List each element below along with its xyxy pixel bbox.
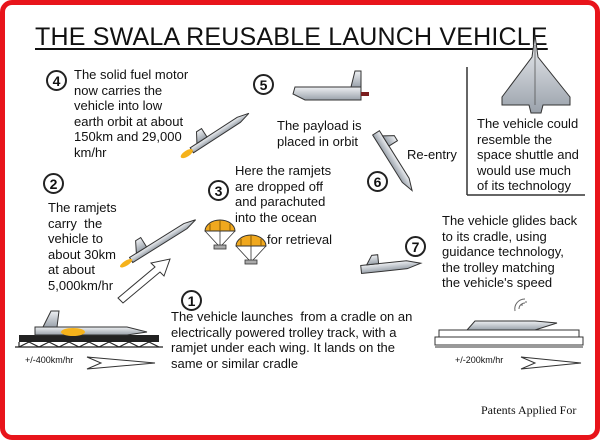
parachute-icon <box>205 220 235 249</box>
launch-speed-label: +/-400km/hr <box>25 355 74 365</box>
step-number-3: 3 <box>208 180 229 201</box>
patent-note: Patents Applied For <box>481 403 577 417</box>
vehicle-orbit-icon <box>293 71 369 100</box>
step-4-text: The solid fuel motor now carries the vehicle into low earth orbit at about 150km and 29,000 km/hr <box>74 67 189 160</box>
retrieval-note: for retrieval <box>267 232 333 247</box>
launch-vehicle-icon <box>35 311 147 336</box>
step-6-text: Re-entry <box>407 147 457 162</box>
shuttle-note: The vehicle could resemble the space shuttle and would use much of its technology <box>477 116 579 193</box>
parachute-icon <box>236 235 266 264</box>
step-number-7: 7 <box>405 236 426 257</box>
landing-vehicle-icon <box>467 299 557 330</box>
launch-speed-arrow <box>87 357 155 369</box>
launch-track-truss <box>15 342 163 347</box>
step-number-2: 2 <box>43 173 64 194</box>
step-7-text: The vehicle glides back to its cradle, using guidance technology, the trolley matching the vehicle's speed <box>442 213 578 290</box>
landing-speed-label: +/-200km/hr <box>455 355 504 365</box>
step-number-5: 5 <box>253 74 274 95</box>
step-number-1: 1 <box>181 290 202 311</box>
launch-track <box>15 335 163 347</box>
shuttle-topview-icon <box>502 35 570 113</box>
step-1-text: The vehicle launches from a cradle on an electrically powered trolley track, with a ramjet under each wing. It lands on the same or similar cradle <box>171 309 413 371</box>
step-number-4: 4 <box>46 70 67 91</box>
step-number-6: 6 <box>367 171 388 192</box>
vehicle-climbing-icon <box>113 208 197 270</box>
step-3-text: Here the ramjets are dropped off and parachuted into the ocean <box>235 163 332 225</box>
step-2-text: The ramjets carry the vehicle to about 30km at about 5,000km/hr <box>48 200 117 293</box>
diagram-title: THE SWALA REUSABLE LAUNCH VEHICLE <box>35 23 548 51</box>
landing-speed-arrow <box>521 357 581 369</box>
landing-track <box>435 330 583 347</box>
step-5-text: The payload is placed in orbit <box>277 118 362 149</box>
